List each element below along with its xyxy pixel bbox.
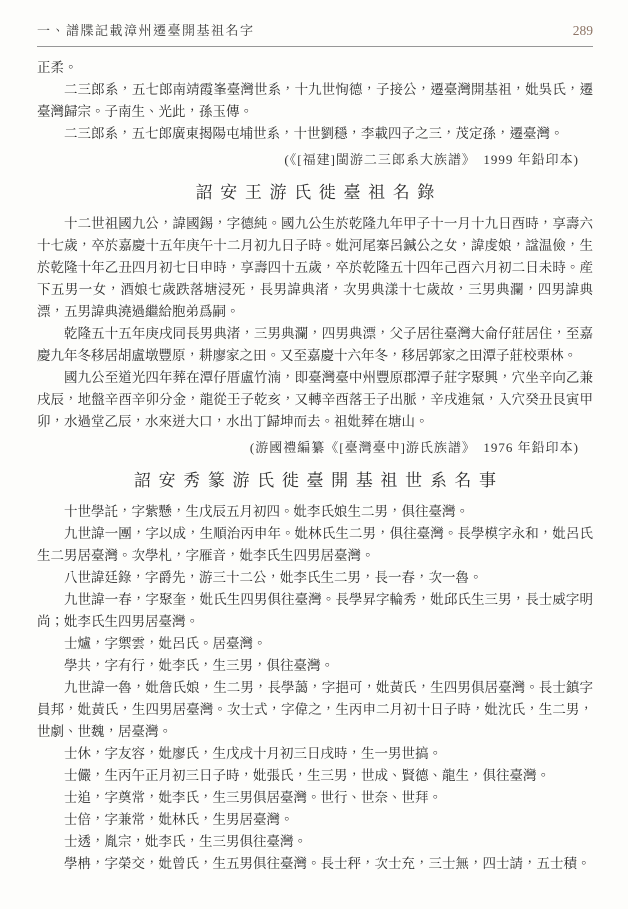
running-header (37, 20, 593, 39)
entry-line: 學共，字有行，妣李氏，生三男，俱往臺灣。 (64, 658, 334, 673)
entry-line: 士爐，字禦雲，妣呂氏。居臺灣。 (64, 636, 267, 651)
entry-line: 學柟，字榮交，妣曾氏，生五男俱往臺灣。長士秤，次士充，三士無，四士請，五士積。 (64, 856, 591, 871)
entry-line: 九世諱一魯，妣詹氏娘，生二男，長學藹，字挹可，妣黃氏，生四男俱居臺灣。長士鎮字員邦，妣黃氏，生四男居臺灣。次士式，字偉之，生丙申二月初十日子時，妣沈氏，生二男，世劇、世魏，居臺灣。 (37, 680, 593, 739)
header-rule (37, 46, 593, 47)
paragraph-carryover: 正柔。 (37, 60, 78, 75)
section-heading: 詔安秀篆游氏徙臺開基祖世系名事 (133, 471, 504, 490)
entry-line: 士追，字奠常，妣李氏，生三男俱居臺灣。世行、世奈、世拜。 (64, 790, 442, 805)
paragraph: 乾隆五十五年庚戌同長男典渚，三男典瀾，四男典漂，父子居往臺灣大侖仔莊居住，至嘉慶九年冬移居胡盧墩豐原，耕廖家之田。又至嘉慶十六年冬，移居郭家之田潭子莊校栗林。 (37, 326, 593, 363)
page-number: 289 (572, 23, 593, 38)
entry-line: 九世諱一春，字聚奎，妣氏生四男俱往臺灣。長學昇字輪秀，妣邱氏生三男，長士威字明尚；妣李氏生四男居臺灣。 (37, 592, 593, 629)
paragraph: 二三郎系，五七郎南靖霞峯臺灣世系，十九世恂德，子接公，遷臺灣開基祖，妣吳氏，遷臺灣歸宗。子南生、光此，孫玉傳。 (37, 82, 593, 119)
source-attribution: (《[福建]閩游二三郎系大族譜》 1999 年鉛印本) (284, 152, 579, 167)
chapter-title: 一、譜牒記載漳州遷臺開基祖名字 (37, 23, 255, 38)
paragraph: 二三郎系，五七郎廣東揭陽屯埔世系，十世劉穩，李載四子之三，茂定孫，遷臺灣。 (64, 126, 564, 141)
entry-line: 八世諱廷錄，字爵先，游三十二公，妣李氏生二男，長一春，次一魯。 (64, 570, 483, 585)
entry-line: 十世學託，字紫懸，生戊辰五月初四。妣李氏娘生二男，俱往臺灣。 (64, 504, 469, 519)
entry-line: 士透，胤宗，妣李氏，生三男俱往臺灣。 (64, 834, 307, 849)
section-heading: 詔安王游氏徙臺祖名錄 (195, 183, 443, 202)
entry-line: 士倍，字兼常，妣林氏，生男居臺灣。 (64, 812, 294, 827)
entry-line: 士休，字友容，妣廖氏，生戊戌十月初三日戌時，生一男世搞。 (64, 746, 442, 761)
paragraph: 國九公至道光四年葬在潭仔厝盧竹湳，即臺灣臺中州豐原郡潭子莊字聚興，穴坐辛向乙兼戌辰，地盤辛酉辛卯分金，龍從壬子乾亥，又轉辛酉落壬子出脈，辛戌進氣，入穴癸丑艮寅甲卯，水過堂乙辰，水來迸大口，水出丁歸坤而去。祖妣葬在塘山。 (37, 370, 593, 429)
entry-line: 九世諱一團，字以成，生順治丙申年。妣林氏生二男，俱往臺灣。長學模字永和，妣呂氏生二男居臺灣。次學札，字雁音，妣李氏生四男居臺灣。 (37, 526, 593, 563)
entry-line: 士儼，生丙午正月初三日子時，妣張氏，生三男，世成、賢德、龍生，俱往臺灣。 (64, 768, 550, 783)
genealogy-entry-list (37, 501, 593, 875)
paragraph: 十二世祖國九公，諱國錫，字德純。國九公生於乾隆九年甲子十一月十九日酉時，享壽六十七歲，卒於嘉慶十五年庚午十二月初九日子時。妣河尾寨呂鍼公之女，諱虔娘，諡温儉，生於乾隆十年乙丑四月初七日申時，享壽四十五歲，卒於乾隆五十四年己酉六月初二日未時。産下五男一女，酒娘七歲跌落塘浸死，長男諱典渚，次男典漾十七歲故，三男典瀾，四男諱典漂，五男諱典澆過繼給胞弟爲嗣。 (37, 216, 593, 319)
source-attribution: (游國禮編纂《[臺灣臺中]游氏族譜》 1976 年鉛印本) (249, 440, 579, 455)
